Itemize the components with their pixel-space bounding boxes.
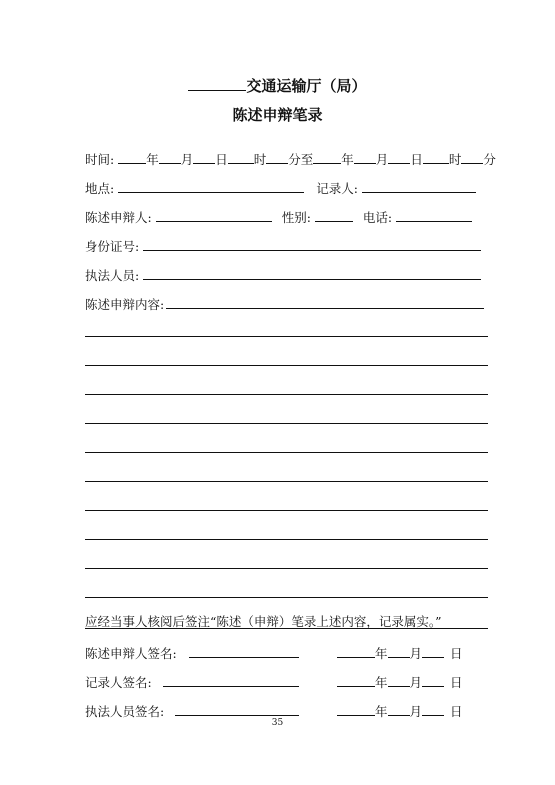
sign-month-blank[interactable] xyxy=(388,674,410,687)
recorder-label: 记录人: xyxy=(316,181,358,196)
end-hour-blank[interactable] xyxy=(423,151,449,164)
signature-row xyxy=(85,644,463,662)
start-month-blank[interactable] xyxy=(159,151,181,164)
sign-year-blank[interactable] xyxy=(337,674,375,687)
content-label: 陈述申辩内容: xyxy=(85,297,165,312)
signature-row xyxy=(85,673,463,691)
statement-person-signature-label: 陈述申辩人签名: xyxy=(85,646,177,661)
content-line[interactable] xyxy=(85,336,488,337)
gender-label: 性别: xyxy=(281,210,311,225)
id-row xyxy=(85,237,481,255)
person-row xyxy=(85,208,472,226)
year-unit: 年 xyxy=(375,646,388,661)
content-row xyxy=(85,295,484,313)
officer-signature-blank[interactable] xyxy=(175,703,299,716)
page-number: 35 xyxy=(271,718,284,728)
day-unit: 日 xyxy=(215,152,228,167)
notice-underline xyxy=(85,628,488,629)
form-title xyxy=(0,75,555,96)
statement-person-blank[interactable] xyxy=(156,209,272,222)
month-unit: 月 xyxy=(409,704,423,719)
place-row xyxy=(85,179,476,197)
month-unit: 月 xyxy=(409,675,423,690)
id-number-label: 身份证号: xyxy=(85,239,140,254)
recorder-signature-label: 记录人签名: xyxy=(85,675,152,690)
year-unit: 年 xyxy=(375,704,388,719)
year-unit: 年 xyxy=(375,675,388,690)
content-line[interactable] xyxy=(85,394,488,395)
gender-blank[interactable] xyxy=(315,209,353,222)
start-minute-blank[interactable] xyxy=(266,151,288,164)
month-unit: 月 xyxy=(180,152,194,167)
year-unit: 年 xyxy=(146,152,159,167)
hour-unit: 时 xyxy=(448,152,462,167)
department-blank[interactable] xyxy=(188,76,246,91)
sign-day-blank[interactable] xyxy=(422,674,444,687)
officer-label: 执法人员: xyxy=(85,268,140,283)
day-unit: 日 xyxy=(450,675,463,690)
month-unit: 月 xyxy=(375,152,389,167)
recorder-blank[interactable] xyxy=(362,180,476,193)
sign-year-blank[interactable] xyxy=(337,645,375,658)
form-subtitle: 陈述申辩笔录 xyxy=(232,106,323,124)
hour-unit: 时 xyxy=(253,152,267,167)
recorder-signature-blank[interactable] xyxy=(163,674,299,687)
statement-person-signature-blank[interactable] xyxy=(189,645,299,658)
content-first-line[interactable] xyxy=(166,296,484,309)
phone-blank[interactable] xyxy=(396,209,472,222)
day-unit: 日 xyxy=(450,704,463,719)
content-line[interactable] xyxy=(85,510,488,511)
officer-blank[interactable] xyxy=(143,267,481,280)
officer-row xyxy=(85,266,481,284)
start-year-blank[interactable] xyxy=(118,151,146,164)
content-line[interactable] xyxy=(85,597,488,598)
sign-day-blank[interactable] xyxy=(422,703,444,716)
content-line[interactable] xyxy=(85,481,488,482)
id-number-blank[interactable] xyxy=(143,238,481,251)
content-line[interactable] xyxy=(85,365,488,366)
sign-month-blank[interactable] xyxy=(388,703,410,716)
place-label: 地点: xyxy=(85,181,115,196)
minute-to-unit: 分至 xyxy=(288,152,314,167)
time-row xyxy=(85,150,496,168)
year-unit: 年 xyxy=(341,152,354,167)
phone-label: 电话: xyxy=(362,210,393,225)
end-month-blank[interactable] xyxy=(354,151,376,164)
start-hour-blank[interactable] xyxy=(228,151,254,164)
sign-month-blank[interactable] xyxy=(388,645,410,658)
content-line[interactable] xyxy=(85,452,488,453)
day-unit: 日 xyxy=(450,646,463,661)
title-text: 交通运输厅（局） xyxy=(246,77,367,95)
officer-signature-label: 执法人员签名: xyxy=(85,704,165,719)
minute-unit: 分 xyxy=(483,152,496,167)
sign-year-blank[interactable] xyxy=(337,703,375,716)
place-blank[interactable] xyxy=(118,180,304,193)
content-line[interactable] xyxy=(85,423,488,424)
start-day-blank[interactable] xyxy=(193,151,215,164)
day-unit: 日 xyxy=(410,152,423,167)
sign-day-blank[interactable] xyxy=(422,645,444,658)
content-line[interactable] xyxy=(85,539,488,540)
content-line[interactable] xyxy=(85,568,488,569)
time-label: 时间: xyxy=(85,152,115,167)
month-unit: 月 xyxy=(409,646,423,661)
verification-notice: 应经当事人核阅后签注“陈述（申辩）笔录上述内容，记录属实。” xyxy=(85,614,442,629)
end-day-blank[interactable] xyxy=(388,151,410,164)
end-minute-blank[interactable] xyxy=(461,151,483,164)
statement-person-label: 陈述申辩人: xyxy=(85,210,152,225)
end-year-blank[interactable] xyxy=(313,151,341,164)
